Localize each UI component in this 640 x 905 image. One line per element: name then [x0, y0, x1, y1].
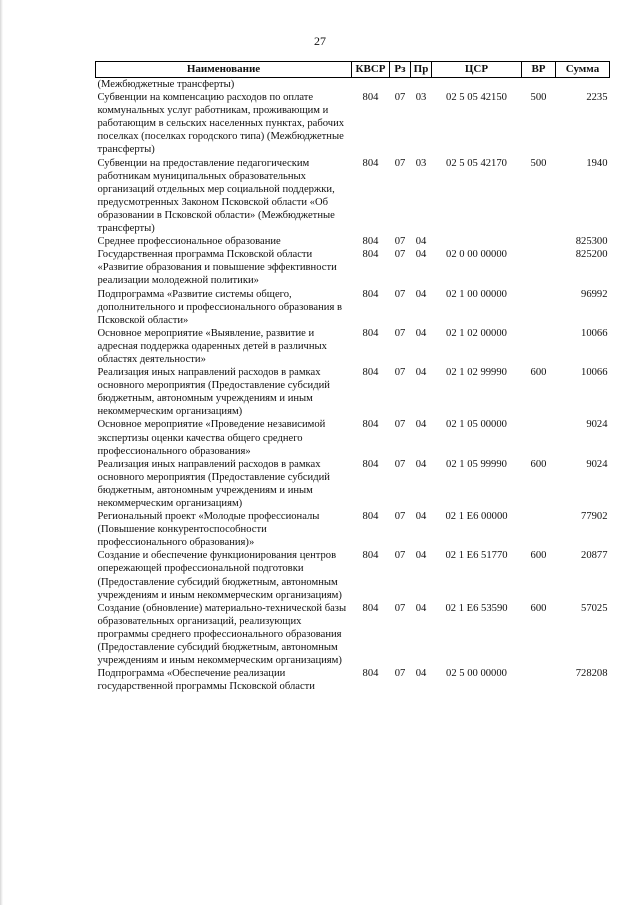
- cell-rz: 07: [394, 288, 406, 300]
- cell-vr: [522, 288, 556, 327]
- cell-vr: [522, 235, 556, 248]
- cell-csr: 02 1 02 99990: [446, 367, 507, 379]
- cell-vr: 500: [530, 92, 547, 104]
- cell-vr: 600: [530, 458, 547, 470]
- cell-rz: 07: [394, 419, 406, 431]
- header-name: Наименование: [96, 62, 352, 78]
- cell-sum: 2235: [586, 92, 608, 104]
- cell-csr: 02 1 Е6 00000: [445, 511, 508, 523]
- cell-vr: [522, 510, 556, 549]
- table-row: [96, 549, 610, 601]
- cell-vr: 600: [530, 550, 547, 562]
- cell-name: Субвенции на компенсацию расходов по оплате коммунальных услуг работникам, проживающим и работающим в сельских населенных пунктах, рабочих поселках (поселках городского типа) (Межбюджетные трансферты): [97, 92, 345, 156]
- cell-name: Создание (обновление) материально-технической базы образовательных организаций, реализующих программы среднего профессионального образования (Предоставление субсидий бюджетным, автономным учреждениям и иным некоммерческим организациям): [97, 602, 347, 667]
- cell-name: Государственная программа Псковской области «Развитие образования и повышение эффективности реализации молодежной политики»: [97, 249, 337, 287]
- cell-pr: 04: [415, 367, 427, 379]
- header-vr: ВР: [522, 62, 556, 78]
- cell-vr: [522, 418, 556, 457]
- cell-vr: 600: [530, 367, 547, 379]
- cell-sum: 10066: [581, 327, 608, 339]
- cell-csr: 02 1 Е6 51770: [445, 550, 508, 562]
- cell-pr: 04: [415, 550, 427, 562]
- cell-pr: 04: [415, 327, 427, 339]
- cell-rz: 07: [394, 550, 406, 562]
- table-row: [96, 235, 610, 248]
- cell-rz: 07: [394, 602, 406, 614]
- table-row: [96, 91, 610, 156]
- cell-csr: 02 1 Е6 53590: [445, 602, 508, 614]
- cell-pr: 04: [415, 511, 427, 523]
- cell-sum: 57025: [581, 602, 608, 614]
- cell-pr: [411, 78, 432, 92]
- cell-kvsr: 804: [362, 550, 379, 562]
- cell-kvsr: 804: [362, 602, 379, 614]
- cell-sum: 20877: [581, 550, 608, 562]
- cell-csr: 02 5 05 42170: [446, 157, 507, 169]
- table-row: [96, 458, 610, 510]
- table-row: [96, 288, 610, 327]
- cell-csr: [432, 235, 522, 248]
- cell-csr: 02 0 00 00000: [446, 249, 507, 261]
- page-number: 27: [314, 34, 326, 48]
- cell-sum: 825200: [575, 249, 608, 261]
- cell-sum: [556, 78, 610, 92]
- cell-rz: 07: [394, 236, 406, 248]
- cell-pr: 03: [415, 157, 427, 169]
- cell-csr: [432, 78, 522, 92]
- cell-pr: 04: [415, 458, 427, 470]
- cell-pr: 04: [415, 419, 427, 431]
- cell-sum: 825300: [575, 236, 608, 248]
- cell-sum: 96992: [581, 288, 608, 300]
- cell-name: Подпрограмма «Развитие системы общего, дополнительного и профессионального образования в Псковской области»: [97, 288, 342, 326]
- cell-csr: 02 1 00 00000: [446, 288, 507, 300]
- cell-kvsr: 804: [362, 668, 379, 680]
- cell-name: Подпрограмма «Обеспечение реализации государственной программы Псковской области: [97, 668, 315, 693]
- table-row: [96, 510, 610, 549]
- header-sum: Сумма: [556, 62, 610, 78]
- cell-sum: 9024: [586, 419, 608, 431]
- cell-pr: 04: [415, 249, 427, 261]
- cell-vr: [522, 327, 556, 366]
- cell-csr: 02 1 05 00000: [446, 419, 507, 431]
- cell-kvsr: 804: [362, 92, 379, 104]
- table-body: [96, 78, 610, 694]
- cell-name: Региональный проект «Молодые профессионалы (Повышение конкурентоспособности профессионального образования)»: [97, 511, 320, 549]
- cell-name: Реализация иных направлений расходов в рамках основного мероприятия (Предоставление субсидий бюджетным, автономным учреждениям и иным некоммерческим организациям): [97, 367, 330, 418]
- table-row: [96, 366, 610, 418]
- cell-kvsr: 804: [362, 367, 379, 379]
- header-rz: Рз: [390, 62, 411, 78]
- cell-vr: 500: [530, 157, 547, 169]
- scan-edge-shadow: [0, 0, 3, 905]
- cell-sum: 10066: [581, 367, 608, 379]
- cell-kvsr: 804: [362, 458, 379, 470]
- cell-csr: 02 5 05 42150: [446, 92, 507, 104]
- cell-kvsr: 804: [362, 249, 379, 261]
- table-row: [96, 78, 610, 92]
- cell-csr: 02 1 05 99990: [446, 458, 507, 470]
- cell-rz: 07: [394, 458, 406, 470]
- cell-pr: 04: [415, 668, 427, 680]
- budget-table: [95, 61, 610, 693]
- cell-rz: 07: [394, 511, 406, 523]
- cell-sum: 9024: [586, 458, 608, 470]
- cell-kvsr: [352, 78, 390, 92]
- cell-kvsr: 804: [362, 157, 379, 169]
- cell-vr: [522, 667, 556, 693]
- cell-pr: 04: [415, 236, 427, 248]
- cell-rz: 07: [394, 327, 406, 339]
- cell-rz: 07: [394, 92, 406, 104]
- cell-kvsr: 804: [362, 419, 379, 431]
- cell-name: (Межбюджетные трансферты): [97, 79, 235, 90]
- table-row: [96, 418, 610, 457]
- header-pr: Пр: [411, 62, 432, 78]
- cell-name: Среднее профессиональное образование: [97, 236, 281, 248]
- cell-sum: 77902: [581, 511, 608, 523]
- cell-name: Реализация иных направлений расходов в рамках основного мероприятия (Предоставление субсидий бюджетным, автономным учреждениям и иным некоммерческим организациям): [97, 458, 330, 509]
- table-row: [96, 248, 610, 287]
- cell-vr: 600: [530, 602, 547, 614]
- cell-pr: 03: [415, 92, 427, 104]
- cell-kvsr: 804: [362, 288, 379, 300]
- table-header-row: [96, 62, 610, 78]
- table-row: [96, 602, 610, 667]
- cell-rz: 07: [394, 367, 406, 379]
- cell-rz: 07: [394, 157, 406, 169]
- cell-rz: [390, 78, 411, 92]
- cell-name: Субвенции на предоставление педагогическим работникам муниципальных образовательных организаций отдельных мер социальной поддержки, предусмотренных Законом Псковской области «Об образовании в Псковской области» (Межбюджетные трансферты): [97, 157, 335, 235]
- cell-pr: 04: [415, 602, 427, 614]
- cell-name: Основное мероприятие «Выявление, развитие и адресная поддержка одаренных детей в различных областях деятельности»: [97, 327, 327, 365]
- cell-sum: 1940: [586, 157, 608, 169]
- cell-name: Создание и обеспечение функционирования центров опережающей профессиональной подготовки (Предоставление субсидий бюджетным, автономным учреждениям и иным некоммерческим организациям): [97, 550, 342, 601]
- cell-vr: [522, 248, 556, 287]
- cell-kvsr: 804: [362, 236, 379, 248]
- header-csr: ЦСР: [432, 62, 522, 78]
- cell-kvsr: 804: [362, 511, 379, 523]
- cell-rz: 07: [394, 249, 406, 261]
- table-row: [96, 667, 610, 693]
- cell-csr: 02 1 02 00000: [446, 327, 507, 339]
- table-row: [96, 157, 610, 236]
- cell-vr: [522, 78, 556, 92]
- cell-pr: 04: [415, 288, 427, 300]
- cell-csr: 02 5 00 00000: [446, 668, 507, 680]
- table-row: [96, 327, 610, 366]
- cell-name: Основное мероприятие «Проведение независимой экспертизы оценки качества общего среднего профессионального образования»: [97, 419, 326, 457]
- cell-sum: 728208: [575, 668, 608, 680]
- cell-kvsr: 804: [362, 327, 379, 339]
- header-kvsr: КВСР: [352, 62, 390, 78]
- cell-rz: 07: [394, 668, 406, 680]
